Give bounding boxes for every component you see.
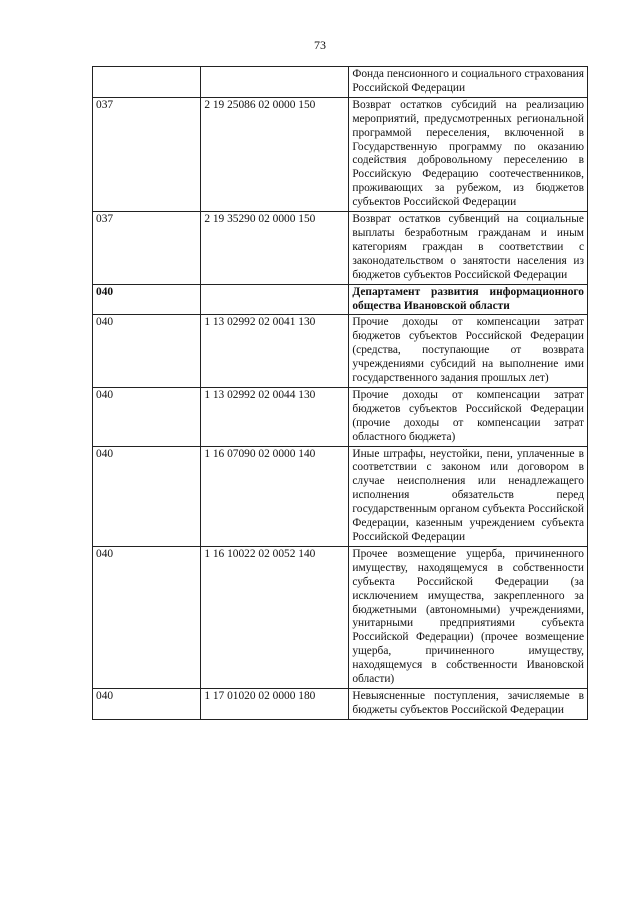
admin-code-cell: 040 xyxy=(93,446,201,546)
revenue-name-cell: Невыясненные поступления, зачисляемые в бюджеты субъектов Российской Федерации xyxy=(349,688,588,719)
revenue-code-cell: 2 19 35290 02 0000 150 xyxy=(201,212,349,285)
admin-code-cell: 037 xyxy=(93,97,201,211)
table-row xyxy=(93,546,588,688)
revenue-code-cell: 1 16 10022 02 0052 140 xyxy=(201,546,349,688)
table-row xyxy=(93,67,588,98)
admin-code-cell: 037 xyxy=(93,212,201,285)
revenue-name-cell: Фонда пенсионного и социального страхования Российской Федерации xyxy=(349,67,588,98)
revenue-name-cell: Возврат остатков субсидий на реализацию мероприятий, предусмотренных региональной программой переселения, включенной в Государственную программу по оказанию содействия добровольному переселению в Российскую Федерацию соотечественников, проживающих за рубежом, из бюджетов субъектов Российской Федерации xyxy=(349,97,588,211)
admin-code-cell: 040 xyxy=(93,315,201,388)
table-row xyxy=(93,446,588,546)
revenue-name-cell: Прочие доходы от компенсации затрат бюджетов субъектов Российской Федерации (прочие доходы от компенсации затрат областного бюджета) xyxy=(349,387,588,446)
revenue-name-cell: Прочие доходы от компенсации затрат бюджетов субъектов Российской Федерации (средства, поступающие от возврата учреждениями субсидий на выполнение ими государственного задания прошлых лет) xyxy=(349,315,588,388)
revenue-code-cell: 1 17 01020 02 0000 180 xyxy=(201,688,349,719)
page-number: 73 xyxy=(314,38,326,52)
table-row xyxy=(93,212,588,285)
table-row xyxy=(93,315,588,388)
department-header-row xyxy=(93,284,588,315)
revenue-name-cell: Возврат остатков субвенций на социальные выплаты безработным гражданам и иным категориям граждан в соответствии с законодательством о занятости населения из бюджетов субъектов Российской Федерации xyxy=(349,212,588,285)
admin-code-cell: 040 xyxy=(93,387,201,446)
revenue-codes-table xyxy=(92,66,588,720)
revenue-code-cell: 2 19 25086 02 0000 150 xyxy=(201,97,349,211)
revenue-code-cell xyxy=(201,284,349,315)
admin-code-cell: 040 xyxy=(93,284,201,315)
revenue-code-cell xyxy=(201,67,349,98)
table-row xyxy=(93,387,588,446)
revenue-code-cell: 1 13 02992 02 0044 130 xyxy=(201,387,349,446)
admin-code-cell: 040 xyxy=(93,546,201,688)
revenue-code-cell: 1 16 07090 02 0000 140 xyxy=(201,446,349,546)
revenue-code-cell: 1 13 02992 02 0041 130 xyxy=(201,315,349,388)
revenue-name-cell: Прочее возмещение ущерба, причиненного имуществу, находящемуся в собственности субъекта Российской Федерации (за исключением имущества, закрепленного за бюджетными (автономными) учреждениями, унитарными предприятиями субъекта Российской Федерации) (прочее возмещение ущерба, причиненного имуществу, находящемуся в собственности Ивановской области) xyxy=(349,546,588,688)
admin-code-cell: 040 xyxy=(93,688,201,719)
admin-code-cell xyxy=(93,67,201,98)
department-name-cell: Департамент развития информационного общества Ивановской области xyxy=(349,284,588,315)
table-row xyxy=(93,97,588,211)
revenue-name-cell: Иные штрафы, неустойки, пени, уплаченные в соответствии с законом или договором в случае неисполнения или ненадлежащего исполнения обязательств перед государственным органом субъекта Российской Федерации, казенным учреждением субъекта Российской Федерации xyxy=(349,446,588,546)
table-row xyxy=(93,688,588,719)
